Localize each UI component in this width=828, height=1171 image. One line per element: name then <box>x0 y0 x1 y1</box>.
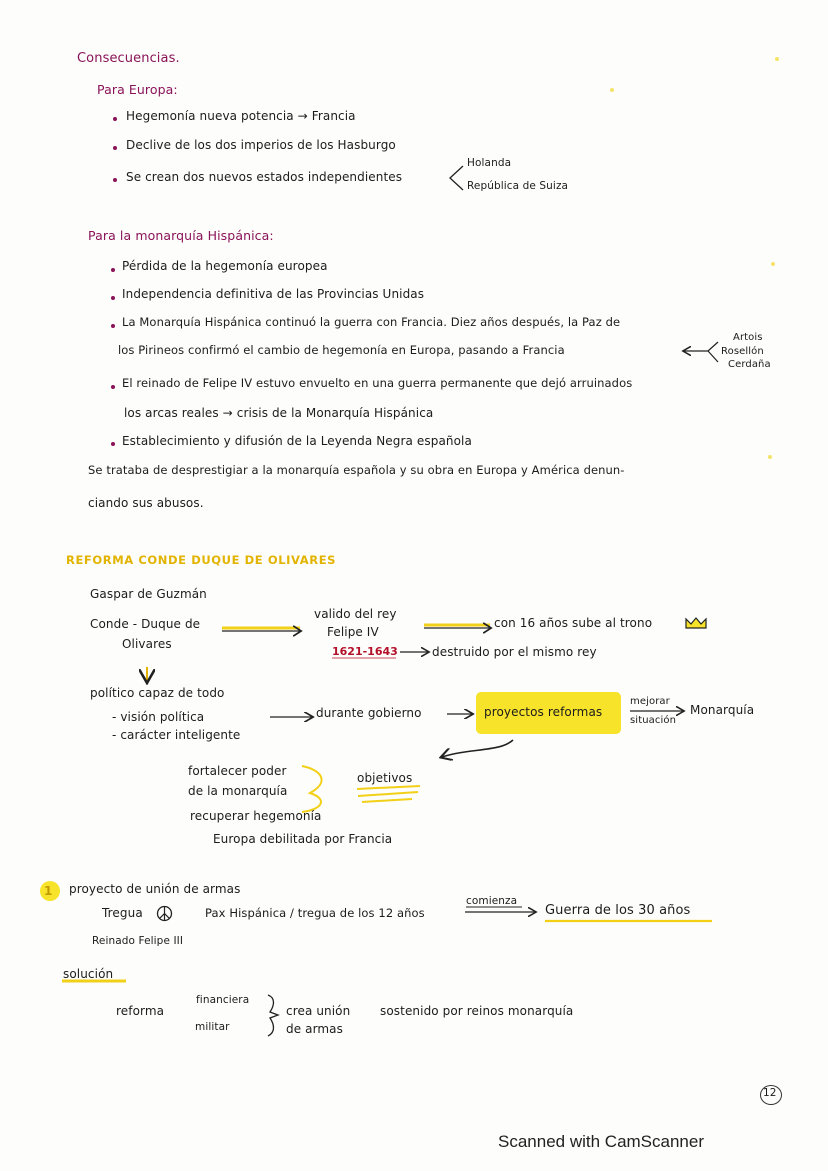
monarquia-item-cont: los arcas reales → crisis de la Monarquía Hispánica <box>124 406 434 420</box>
felipe-iv: Felipe IV <box>327 625 379 639</box>
bullet <box>111 296 115 300</box>
recuperar: recuperar hegemonía <box>190 809 322 823</box>
objetivos: objetivos <box>357 771 413 785</box>
olivares: Olivares <box>122 637 172 651</box>
monarquia-item-cont: los Pirineos confirmó el cambio de hegemonía en Europa, pasando a Francia <box>118 343 565 357</box>
mejorar: mejorar <box>630 696 670 707</box>
page-number: 12 <box>763 1087 777 1099</box>
section-number: 1 <box>44 884 53 898</box>
destruido: destruido por el mismo rey <box>432 645 597 659</box>
comienza: comienza <box>466 895 518 907</box>
sostenido: sostenido por reinos monarquía <box>380 1004 574 1018</box>
durante: durante gobierno <box>316 706 422 720</box>
europa-debil: Europa debilitada por Francia <box>213 832 393 846</box>
monarquia-item: Pérdida de la hegemonía europea <box>122 259 328 273</box>
fortalecer-cont: de la monarquía <box>188 784 288 798</box>
monarquia-item: Establecimiento y difusión de la Leyenda Negra española <box>122 434 472 448</box>
territorio-artois: Artois <box>733 332 763 343</box>
territorio-cerdana: Cerdaña <box>728 359 771 370</box>
reforma-title: REFORMA CONDE DUQUE DE OLIVARES <box>66 553 337 567</box>
politico: político capaz de todo <box>90 686 225 700</box>
scan-speck <box>768 455 772 459</box>
solucion: solución <box>63 967 114 981</box>
crea-union-cont: de armas <box>286 1022 343 1036</box>
consecuencias-title: Consecuencias. <box>77 51 180 66</box>
bullet <box>113 146 117 150</box>
reforma-label: reforma <box>116 1004 165 1018</box>
territorio-rosellon: Rosellón <box>721 346 764 357</box>
scan-speck <box>775 57 779 61</box>
monarquia: Monarquía <box>690 703 755 717</box>
estado-suiza: República de Suiza <box>467 180 569 192</box>
caracter: - carácter inteligente <box>112 728 241 742</box>
bullet <box>111 442 115 446</box>
bullet <box>111 268 115 272</box>
tregua: Tregua <box>102 906 143 920</box>
scan-speck <box>771 262 775 266</box>
leyenda-line: Se trataba de desprestigiar a la monarquía española y su obra en Europa y América denun- <box>88 463 625 477</box>
financiera: financiera <box>196 994 250 1006</box>
europa-item: Se crean dos nuevos estados independientes <box>126 170 403 184</box>
monarquia-item: El reinado de Felipe IV estuvo envuelto en una guerra permanente que dejó arruinados <box>122 376 633 390</box>
leyenda-line: ciando sus abusos. <box>88 496 204 510</box>
militar: militar <box>195 1021 230 1033</box>
proyecto-reformas: proyectos reformas <box>484 705 603 719</box>
pax-hispanica: Pax Hispánica / tregua de los 12 años <box>205 906 425 920</box>
crea-union: crea unión <box>286 1004 351 1018</box>
reinado-felipe-iii: Reinado Felipe III <box>92 935 184 947</box>
peace-icon <box>156 905 173 922</box>
guerra-30: Guerra de los 30 años <box>545 903 691 918</box>
valido: valido del rey <box>314 607 397 621</box>
bullet <box>111 324 115 328</box>
europa-heading: Para Europa: <box>97 82 178 97</box>
bullet <box>113 178 117 182</box>
monarquia-item: La Monarquía Hispánica continuó la guerra con Francia. Diez años después, la Paz de <box>122 315 621 329</box>
union-title: proyecto de unión de armas <box>69 882 241 896</box>
europa-item: Declive de los dos imperios de los Hasburgo <box>126 138 396 152</box>
situacion: situación <box>630 715 677 726</box>
conde-duque: Conde - Duque de <box>90 617 201 631</box>
trono: con 16 años sube al trono <box>494 616 653 630</box>
vision: - visión política <box>112 710 205 724</box>
brace-estados <box>450 166 463 190</box>
fortalecer: fortalecer poder <box>188 764 287 778</box>
bullet <box>111 385 115 389</box>
estado-holanda: Holanda <box>467 157 512 169</box>
monarquia-item: Independencia definitiva de las Provincias Unidas <box>122 287 425 301</box>
scan-speck <box>610 88 614 92</box>
gaspar: Gaspar de Guzmán <box>90 587 207 601</box>
bullet <box>113 117 117 121</box>
camscanner-watermark: Scanned with CamScanner <box>498 1132 705 1151</box>
crown-icon <box>684 616 708 630</box>
fechas: 1621-1643 <box>332 645 398 658</box>
monarquia-heading: Para la monarquía Hispánica: <box>88 228 274 243</box>
europa-item: Hegemonía nueva potencia → Francia <box>126 109 356 123</box>
